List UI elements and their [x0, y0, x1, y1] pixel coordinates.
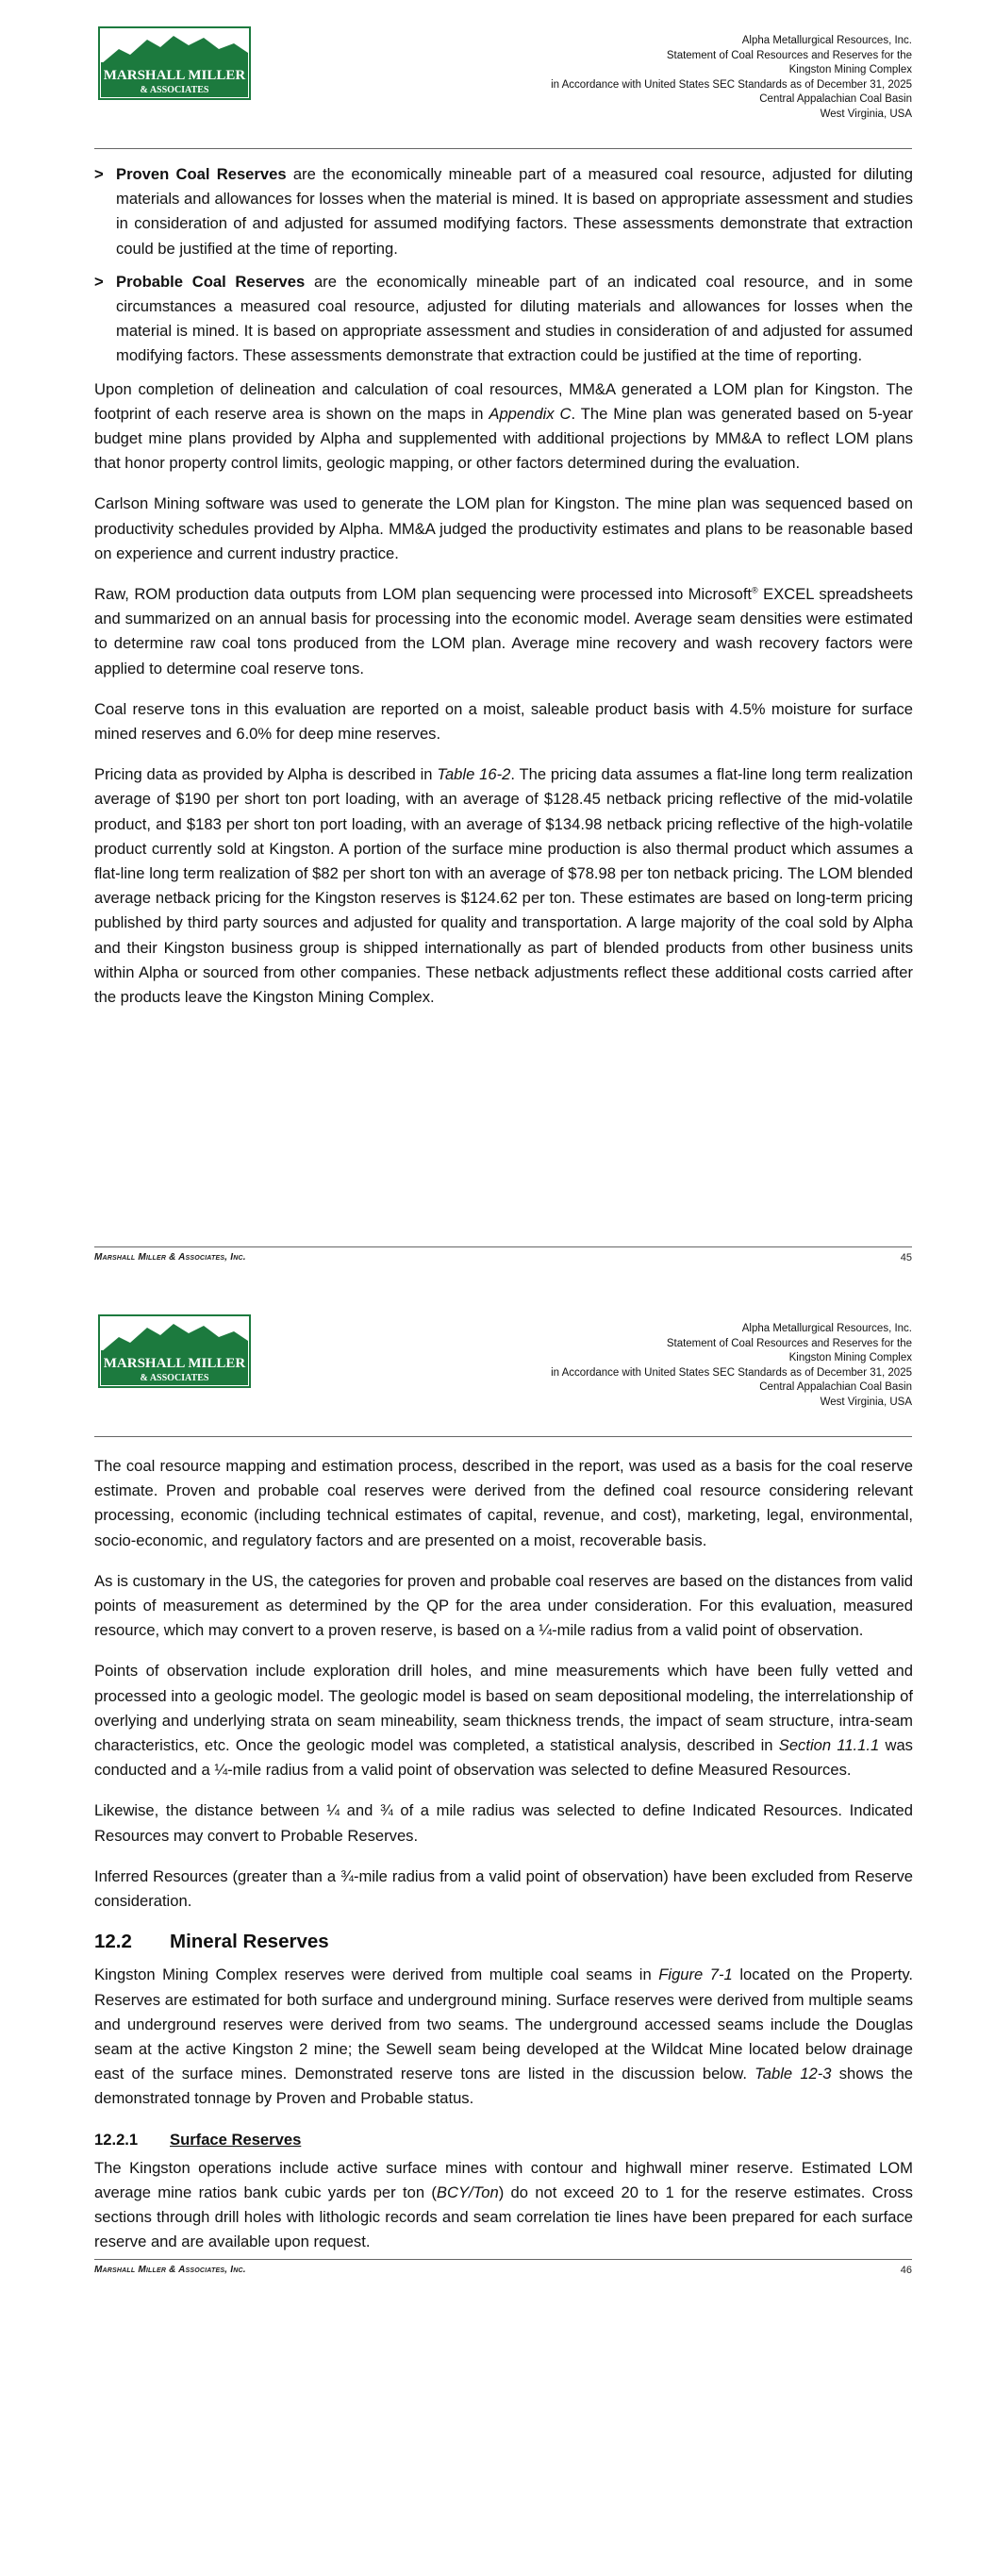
paragraph-inferred: Inferred Resources (greater than a ¾-mile radius from a valid point of observation) have been excluded from Reserve consideration. [94, 1866, 913, 1911]
paragraph-observation-points: Points of observation include exploration drill holes, and mine measurements which have been fully vetted and processed into a geologic model. The geologic model is based on seam depositional modeling, the interrelationship of overlying and underlying strata on seam mineability, seam thickness trends, the impact of seam structure, intra-seam characteristics, etc. Once the geologic model was completed, a statistical analysis, described in Section 11.1.1 was conducted and a ¼-mile radius from a valid point of observation was selected to define Measured Resources. [94, 1662, 913, 1780]
header-statement: Statement of Coal Resources and Reserves for the [666, 49, 912, 61]
paragraph-lom-plan: Upon completion of delineation and calculation of coal resources, MM&A generated a LOM plan for Kingston. The footprint of each reserve area is shown on the maps in Appendix C. The Mine plan was generated based on 5-year budget mine plans provided by Alpha and supplemented with additional projections by MM&A to reflect LOM plans that honor property control limits, geologic mapping, or other factors determined during the evaluation. [94, 379, 914, 473]
page-body [94, 162, 913, 1026]
company-logo [98, 26, 251, 100]
header-location: West Virginia, USA [820, 1396, 912, 1408]
bullet-probable-reserves: > Probable Coal Reserves are the economically mineable part of an indicated coal resource, and in some circumstances a measured coal resource, adjusted for diluting materials and allowances for losses when the material is mined. It is based on appropriate assessment and studies in consideration of and adjusted for assumed modifying factors. These assessments demonstrate that extraction could be justified at the time of reporting. [94, 270, 913, 369]
svg-text:& ASSOCIATES: & ASSOCIATES [140, 1373, 209, 1383]
page-number: 46 [900, 2265, 912, 2276]
header-standards: in Accordance with United States SEC Standards as of December 31, 2025 [551, 78, 912, 91]
ref-table-16-2[interactable]: Table 16-2 [437, 765, 511, 784]
ref-appendix-c[interactable]: Appendix C [489, 404, 572, 423]
svg-text:MARSHALL MILLER: MARSHALL MILLER [103, 1356, 246, 1371]
section-heading-12-2 [94, 1930, 913, 1954]
paragraph-estimation-basis: The coal resource mapping and estimation process, described in the report, was used as a basis for the coal reserve estimate. Proven and probable coal reserves were derived from the defined coal resource considering relevant processing, economic (including technical estimates of capital, revenue, and cost), marketing, legal, environmental, socio-economic, and regulatory factors and are presented on a moist, recoverable basis. [94, 1457, 913, 1549]
ref-table-12-3[interactable]: Table 12-3 [755, 2065, 832, 2083]
company-logo [98, 1314, 251, 1388]
page-header [346, 34, 912, 122]
paragraph-mineral-reserves: Kingston Mining Complex reserves were derived from multiple coal seams in Figure 7-1 located on the Property. Reserves are estimated for both surface and underground mining. Surface reserves were derived from multiple seams and underground reserves were derived from two seams. The underground accessed seams include the Douglas seam at the active Kingston 2 mine; the Sewell seam being developed at the Wildcat Mine located below drainage east of the surface mines. Demonstrated reserve tons are listed in the discussion below. Table 12-3 shows the demonstrated tonnage by Proven and Probable status. [94, 1965, 913, 2108]
header-divider [94, 1436, 912, 1437]
subsection-title: Surface Reserves [170, 2130, 302, 2149]
header-company: Alpha Metallurgical Resources, Inc. [741, 35, 912, 46]
term-proven-reserves: Proven Coal Reserves [116, 165, 287, 183]
page-body [94, 1454, 913, 2271]
page-number: 45 [900, 1252, 912, 1263]
header-divider [94, 148, 912, 149]
header-complex: Kingston Mining Complex [788, 64, 912, 75]
ref-bcy-ton: BCY/Ton [436, 2183, 499, 2202]
header-standards: in Accordance with United States SEC Standards as of December 31, 2025 [551, 1366, 912, 1379]
bullet-proven-reserves: > Proven Coal Reserves are the economically mineable part of a measured coal resource, adjusted for diluting materials and allowances for losses when the material is mined. It is based on appropriate assessment and studies in consideration of and adjusted for assumed modifying factors. These assessments demonstrate that extraction could be justified at the time of reporting. [94, 162, 913, 261]
section-title: Mineral Reserves [170, 1931, 329, 1953]
page-header [346, 1322, 912, 1410]
paragraph-indicated: Likewise, the distance between ¼ and ¾ of a mile radius was selected to define Indicated Resources. Indicated Resources may convert to Probable Reserves. [94, 1801, 913, 1845]
paragraph-surface-reserves: The Kingston operations include active surface mines with contour and highwall miner reserve. Estimated LOM average mine ratios bank cubic yards per ton (BCY/Ton) do not exceed 20 to 1 for the reserve estimates. Cross sections through drill holes with lithologic records and seam correlation tie lines have been prepared for each surface reserve and are available upon request. [94, 2158, 913, 2251]
paragraph-moisture: Coal reserve tons in this evaluation are reported on a moist, saleable product basis with 4.5% moisture for surface mined reserves and 6.0% for deep mine reserves. [94, 699, 913, 744]
header-basin: Central Appalachian Coal Basin [759, 93, 912, 105]
paragraph-categories: As is customary in the US, the categories for proven and probable coal reserves are based on the distances from valid points of measurement as determined by the QP for the area under consideration. For this evaluation, measured resource, which may convert to a proven reserve, is based on a ¼-mile radius from a valid point of observation. [94, 1571, 913, 1640]
paragraph-carlson: Carlson Mining software was used to generate the LOM plan for Kingston. The mine plan was sequenced based on productivity schedules provided by Alpha. MM&A judged the productivity estimates and plans to be reasonable based on experience and current industry practice. [94, 494, 913, 562]
subsection-number: 12.2.1 [94, 2130, 139, 2149]
section-number: 12.2 [94, 1931, 132, 1953]
footer-divider [94, 2259, 912, 2260]
paragraph-rom-data: Raw, ROM production data outputs from LOM plan sequencing were processed into Microsoft® EXCEL spreadsheets and summarized on an annual basis for processing into the economic model. Average seam densities were estimated to determine raw coal tons produced from the LOM plan. Average mine recovery and wash recovery factors were applied to determine coal reserve tons. [94, 585, 913, 677]
ref-section-11-1-1[interactable]: Section 11.1.1 [778, 1736, 880, 1755]
ref-figure-7-1[interactable]: Figure 7-1 [658, 1965, 733, 1984]
header-company: Alpha Metallurgical Resources, Inc. [741, 1323, 912, 1334]
header-basin: Central Appalachian Coal Basin [759, 1381, 912, 1393]
svg-text:MARSHALL MILLER: MARSHALL MILLER [103, 68, 246, 83]
svg-text:& ASSOCIATES: & ASSOCIATES [140, 85, 209, 95]
header-statement: Statement of Coal Resources and Reserves for the [666, 1337, 912, 1349]
footer-company: Marshall Miller & Associates, Inc. [94, 1252, 246, 1263]
bullet-marker: > [94, 272, 104, 291]
footer-divider [94, 1246, 912, 1247]
paragraph-pricing: Pricing data as provided by Alpha is described in Table 16-2. The pricing data assumes a flat-line long term realization average of $190 per short ton port loading, with an average of $128.45 netback pricing reflective of the mid-volatile product, and $183 per short ton port loading, with an average of $134.98 netback pricing reflective of the high-volatile product currently sold at Kingston. A portion of the surface mine production is also thermal product which assumes a flat-line long term realization of $82 per short ton with an average of $78.98 per ton netback pricing. The LOM blended average netback pricing for the Kingston reserves is $124.62 per ton. These estimates are based on long-term pricing published by third party sources and adjusted for quality and transportation. A large majority of the coal sold by Alpha and their Kingston business group is shipped internationally as part of blended products from other business units within Alpha or sourced from other companies. These netback adjustments reflect these additional costs carried after the products leave the Kingston Mining Complex. [94, 765, 914, 1007]
term-probable-reserves: Probable Coal Reserves [116, 272, 306, 291]
bullet-marker: > [94, 165, 104, 183]
header-location: West Virginia, USA [820, 108, 912, 120]
header-complex: Kingston Mining Complex [788, 1352, 912, 1363]
subsection-heading-12-2-1 [94, 2128, 913, 2152]
footer-company: Marshall Miller & Associates, Inc. [94, 2265, 246, 2275]
page-46 [0, 1288, 995, 2576]
